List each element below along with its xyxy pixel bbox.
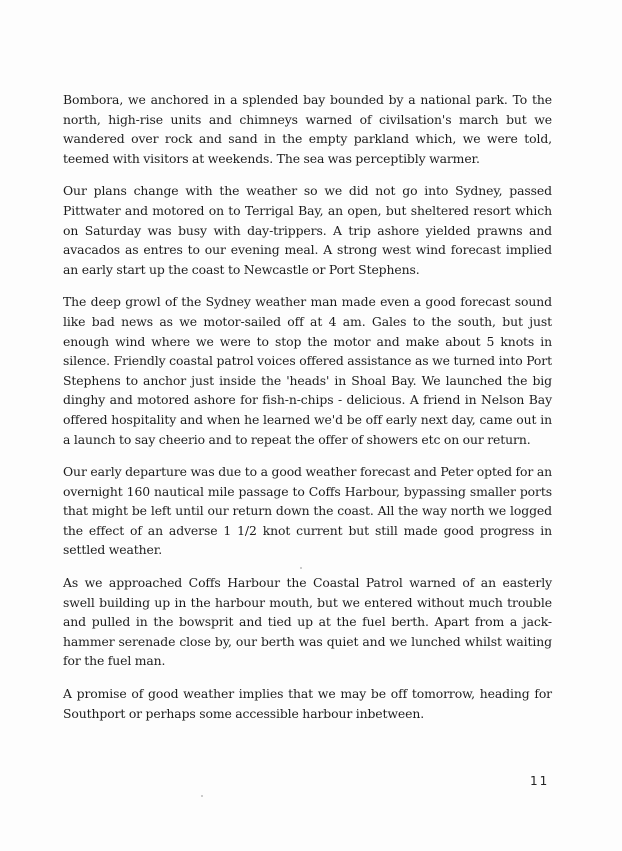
paragraph-1: Bombora, we anchored in a splended bay bounded by a national park. To the north, high-rise units and chimneys warned of civilsation's march but we wandered over rock and sand in the empty parkland which, we were told, teemed with visitors at weekends. The sea was perceptibly warmer. — [63, 92, 552, 166]
paragraph-5: As we approached Coffs Harbour the Coastal Patrol warned of an easterly swell building up in the harbour mouth, but we entered without much trouble and pulled in the bowsprit and tied up at the fuel berth. Apart from a jack-hammer serenade close by, our berth was quiet and we lunched whilst waiting for the fuel man. — [63, 575, 552, 669]
paragraph-2: Our plans change with the weather so we did not go into Sydney, passed Pittwater and motored on to Terrigal Bay, an open, but sheltered resort which on Saturday was busy with day-trippers. A trip ashore yielded prawns and avacados as entres to our evening meal. A strong west wind forecast implied an early start up the coast to Newcastle or Port Stephens. — [63, 183, 552, 277]
scan-speck — [201, 795, 203, 797]
page-number: 11 — [530, 774, 550, 788]
paragraph-3: The deep growl of the Sydney weather man made even a good forecast sound like bad news as we motor-sailed off at 4 am. Gales to the south, but just enough wind where we were to stop the motor and make about 5 knots in silence. Friendly coastal patrol voices offered assistance as we turned into Port Stephens to anchor just inside the 'heads' in Shoal Bay. We launched the big dinghy and motored ashore for fish-n-chips - delicious. A friend in Nelson Bay offered hospitality and when he learned we'd be off early next day, came out in a launch to say cheerio and to repeat the offer of showers etc on our return. — [63, 294, 552, 447]
paragraph-4: Our early departure was due to a good weather forecast and Peter opted for an overnight 160 nautical mile passage to Coffs Harbour, bypassing smaller ports that might be left until our return down the coast. All the way north we logged the effect of an adverse 1 1/2 knot current but still made good progress in settled weather. — [63, 464, 552, 558]
body-text — [63, 90, 552, 736]
scan-speck — [300, 567, 302, 569]
paragraph-6: A promise of good weather implies that we may be off tomorrow, heading for Southport or perhaps some accessible harbour inbetween. — [63, 686, 552, 721]
